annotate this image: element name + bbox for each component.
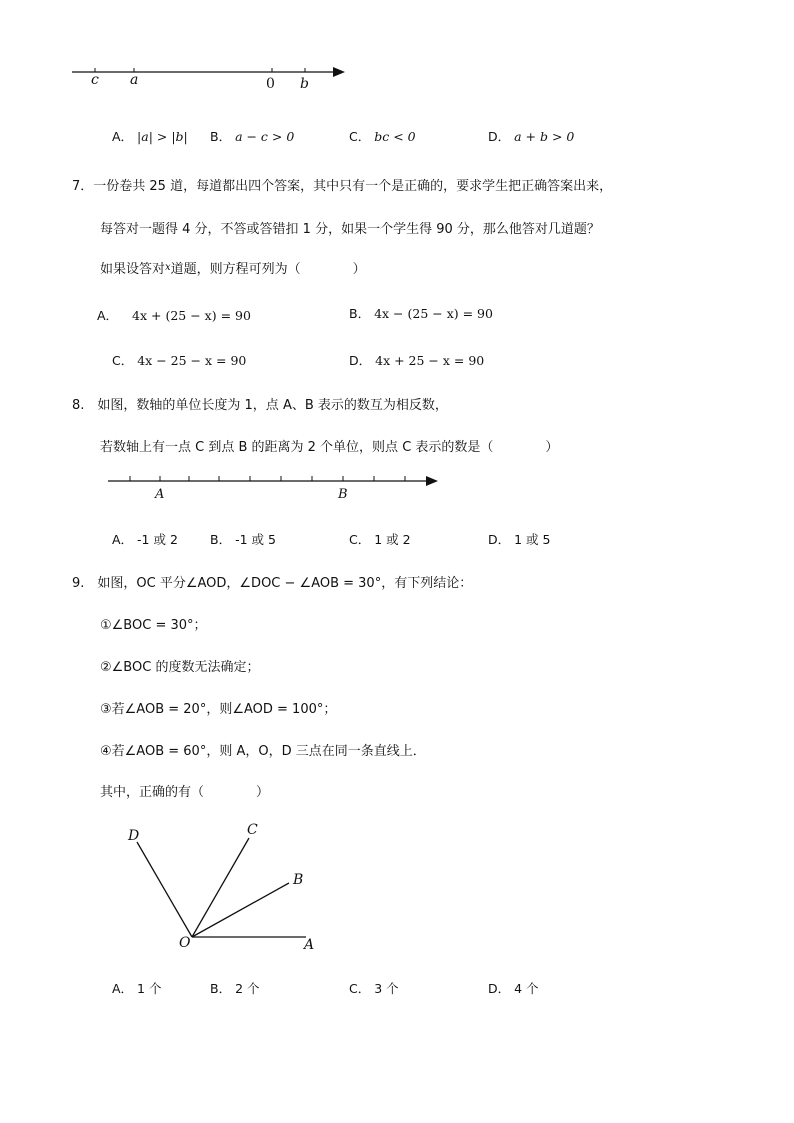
option-letter: A．: [112, 981, 134, 996]
option-expr: -1 或 2: [137, 532, 178, 547]
q9-statement-3: ③若∠AOB = 20°，则∠AOD = 100°；: [100, 702, 337, 717]
option-expr: 3 个: [374, 981, 399, 996]
option-expr: 4x + 25 − x = 90: [375, 353, 485, 368]
option-letter: B．: [210, 981, 232, 996]
option-letter: D．: [488, 129, 511, 144]
option-letter: D．: [488, 981, 511, 996]
option-letter: D．: [488, 532, 511, 547]
q6-label-c: c: [91, 72, 99, 88]
option-letter: B．: [210, 129, 232, 144]
q9-label-a: A: [304, 937, 315, 953]
option-letter: B．: [349, 306, 371, 321]
option-expr: 1 个: [137, 981, 162, 996]
q9-prompt: 其中，正确的有（ ）: [100, 785, 270, 800]
option-expr: 2 个: [235, 981, 260, 996]
q9-label-d: D: [128, 828, 140, 844]
option-letter: A．: [112, 129, 134, 144]
q7-line3-pre: 如果设答对: [100, 262, 166, 277]
option-letter: B．: [210, 532, 232, 547]
option-letter: C．: [112, 353, 134, 368]
q9-option-b[interactable]: [210, 979, 260, 997]
q7-stem-line2: 每答对一题得 4 分，不答或答错扣 1 分，如果一个学生得 90 分，那么他答对几道题？: [100, 222, 600, 237]
option-letter: A．: [97, 308, 119, 323]
option-expr: bc < 0: [374, 129, 416, 144]
q9-option-d[interactable]: [488, 979, 539, 997]
option-expr: 4x + (25 − x) = 90: [132, 308, 251, 323]
option-letter: C．: [349, 129, 371, 144]
option-expr: 4x − 25 − x = 90: [137, 353, 247, 368]
option-expr: 4 个: [514, 981, 539, 996]
option-expr: a − c > 0: [235, 129, 295, 144]
q6-label-zero: 0: [266, 76, 275, 92]
option-letter: D．: [349, 353, 372, 368]
option-letter: C．: [349, 532, 371, 547]
q9-label-o: O: [179, 935, 191, 951]
option-letter: A．: [112, 532, 134, 547]
q8-point-b-label: B: [338, 487, 348, 502]
q8-stem-line2: 若数轴上有一点 C 到点 B 的距离为 2 个单位，则点 C 表示的数是（ ）: [100, 440, 559, 455]
option-expr: 1 或 2: [374, 532, 411, 547]
q9-label-b: B: [293, 872, 304, 888]
q9-option-a[interactable]: [112, 979, 161, 997]
option-expr: |a| > |b|: [137, 129, 188, 144]
option-expr: 4x − (25 − x) = 90: [374, 306, 493, 321]
q8-stem-line1: 8. 如图，数轴的单位长度为 1，点 A、B 表示的数互为相反数，: [72, 398, 448, 413]
q8-point-a-label: A: [155, 487, 165, 502]
q7-variable-x: x: [165, 262, 171, 273]
q9-option-c[interactable]: [349, 979, 399, 997]
option-expr: a + b > 0: [514, 129, 575, 144]
q9-statement-4: ④若∠AOB = 60°，则 A，O，D 三点在同一条直线上．: [100, 744, 426, 759]
q6-label-a: a: [130, 72, 139, 88]
option-expr: -1 或 5: [235, 532, 276, 547]
option-letter: C．: [349, 981, 371, 996]
q9-label-c: C: [247, 822, 258, 838]
q9-stem-line1: 9. 如图，OC 平分∠AOD，∠DOC − ∠AOB = 30°，有下列结论：: [72, 576, 473, 591]
option-expr: 1 或 5: [514, 532, 551, 547]
q9-statement-2: ②∠BOC 的度数无法确定；: [100, 660, 260, 675]
q9-statement-1: ①∠BOC = 30°；: [100, 618, 207, 633]
q7-line3-post: 道题，则方程可列为（ ）: [170, 262, 366, 277]
q6-label-b: b: [300, 76, 309, 92]
q7-stem-line1: 7．一份卷共 25 道，每道都出四个答案，其中只有一个是正确的，要求学生把正确答案出来，: [72, 179, 613, 194]
